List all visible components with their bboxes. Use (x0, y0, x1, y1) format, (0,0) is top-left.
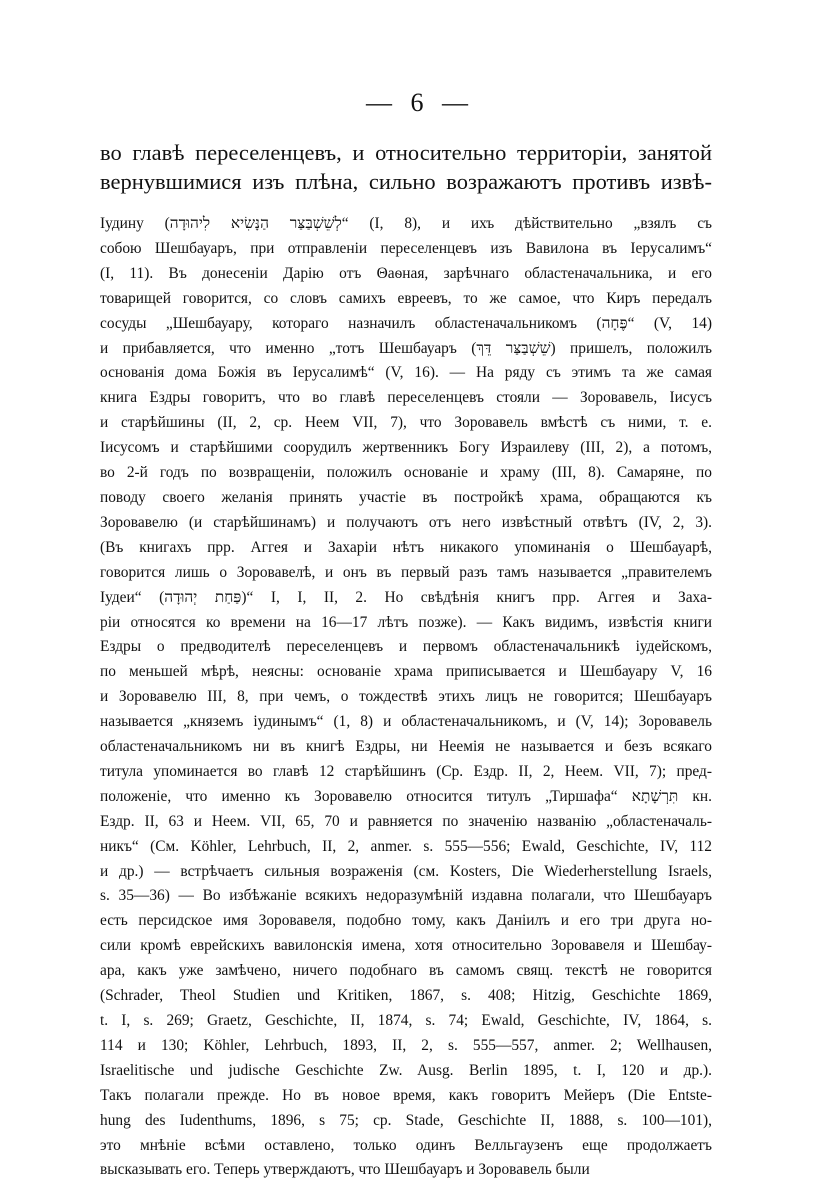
footnote-line: сили кромѣ еврейскихъ вавилонскія имена, хотя относительно Зоровавеля и Шешбау- (100, 937, 712, 955)
footnote-line: hung des Iudenthums, 1896, s 75; ср. Stade, Geschichte II, 1888, s. 100—101), (100, 1111, 712, 1129)
footnote-line: 114 и 130; Köhler, Lehrbuch, 1893, II, 2, s. 555—557, anmer. 2; Wellhausen, (100, 1036, 712, 1054)
footnote-line: и старѣйшины (II, 2, ср. Неем VII, 7), что Зоровавель вмѣстѣ съ ними, т. е. (100, 414, 712, 432)
footnote-line: (I, 11). Въ донесеніи Дарію отъ Θаѳная, зарѣчнаго областеначальника, и его (100, 264, 712, 282)
main-text (100, 138, 712, 196)
footnote-line: и прибавляется, что именно „тотъ Шешбауаръ (שֵׁשְׁבַּצַּר דֵּךְ) пришелъ, положилъ (100, 339, 712, 357)
footnote-line: титула упоминается во главѣ 12 старѣйшинъ (Ср. Ездр. II, 2, Неем. VII, 7); пред- (100, 762, 712, 780)
footnote-line: Israelitische und judische Geschichte Zw. Ausg. Berlin 1895, t. I, 120 и др.). (100, 1061, 712, 1079)
footnote-line: (Schrader, Theol Studien und Kritiken, 1867, s. 408; Hitzig, Geschichte 1869, (100, 987, 712, 1005)
footnote-line: говорится лишь о Зоровавелѣ, и онъ въ первый разъ тамъ называется „правителемъ (100, 563, 712, 581)
footnote-line: и др.) — встрѣчаетъ сильныя возраженія (см. Kosters, Die Wiederherstellung Israels, (100, 862, 712, 880)
footnote (100, 212, 712, 1183)
footnote-line: Іудину (לְשֵׁשְׁבַּצַּר הַנָּשִׂיא לִיהוּדָה“ (I, 8), и ихъ дѣйствительно „взялъ съ (100, 215, 712, 232)
footnote-line: поводу своего желанія принять участіе въ постройкѣ храма, обращаются къ (100, 488, 712, 506)
footnote-line: есть персидское имя Зоровавеля, подобно тому, какъ Даніилъ и его три друга но- (100, 912, 712, 930)
footnote-line: никъ“ (См. Köhler, Lehrbuch, II, 2, anmer. s. 555—556; Ewald, Geschichte, IV, 112 (100, 837, 712, 855)
footnote-line: основанія дома Божія въ Іерусалимѣ“ (V, 16). — На ряду съ этимъ та же самая (100, 364, 712, 382)
footnote-line: областеначальникомъ ни въ книгѣ Ездры, ни Неемія не называется и безъ всякаго (100, 738, 712, 756)
footnote-line: товарищей говорится, со словъ самихъ евреевъ, то же самое, что Киръ передалъ (100, 289, 712, 307)
footnote-line: Ездр. II, 63 и Неем. VII, 65, 70 и равняется по значенію названію „областеначаль- (100, 812, 712, 830)
footnote-line: ріи относятся ко времени на 16—17 лѣтъ позже). — Какъ видимъ, извѣстія книги (100, 613, 712, 631)
footnote-line: это мнѣніе всѣми оставлено, только одинъ Велльгаузенъ еще продолжаетъ (100, 1136, 712, 1154)
footnote-line: положеніе, что именно къ Зоровавелю относится титулъ „Тиршафа“ תִּרְשָׁתָא кн. (100, 787, 712, 805)
footnote-line: и Зоровавелю III, 8, при чемъ, о тождествѣ этихъ лицъ не говорится; Шешбауаръ (100, 688, 712, 706)
footnote-line: называется „княземъ іудинымъ“ (1, 8) и областеначальникомъ, и (V, 14); Зоровавель (100, 713, 712, 731)
footnote-line: Зоровавелю (и старѣйшинамъ) и получаютъ отъ него извѣстный отвѣтъ (IV, 2, 3). (100, 513, 712, 531)
main-text-line: во главѣ переселенцевъ, и относительно территоріи, занятой (100, 140, 712, 165)
footnote-line: Іудеи“ (פַּחַת יְהוּדָה)“ I, I, II, 2. Но свѣдѣнія книгъ прр. Аггея и Заха- (100, 588, 712, 606)
footnote-line: Ездры о предводителѣ переселенцевъ и первомъ областеначальникѣ іудейскомъ, (100, 638, 712, 656)
footnote-line: Іисусомъ и старѣйшими соорудилъ жертвенникъ Богу Израилеву (III, 2), а потомъ, (100, 439, 712, 457)
footnote-line: t. I, s. 269; Graetz, Geschichte, II, 1874, s. 74; Ewald, Geschichte, IV, 1864, s. (100, 1012, 712, 1029)
footnote-line: ара, какъ уже замѣчено, ничего подобнаго въ самомъ свящ. текстѣ не говорится (100, 962, 712, 980)
page-number: — 6 — (366, 88, 474, 117)
footnote-line: Такъ полагали прежде. Но въ новое время, какъ говоритъ Мейеръ (Die Entste- (100, 1086, 712, 1104)
main-text-line: вернувшимися изъ плѣна, сильно возражаютъ противъ извѣ- (100, 169, 712, 194)
footnote-line: книга Ездры говоритъ, что во главѣ переселенцевъ стояли — Зоровавель, Іисусъ (100, 389, 712, 407)
footnote-line: сосуды „Шешбауару, котораго назначилъ областеначальникомъ (פֶּחָה“ (V, 14) (100, 314, 712, 332)
footnote-line: высказывать его. Теперь утверждаютъ, что Шешбауаръ и Зоровавель были (100, 1161, 590, 1179)
footnote-line: (Въ книгахъ прр. Аггея и Захаріи нѣтъ никакого упоминанія о Шешбауарѣ, (100, 538, 712, 556)
footnote-line: во 2-й годъ по возвращеніи, положилъ основаніе и храму (III, 8). Самаряне, по (100, 464, 712, 482)
footnote-line: s. 35—36) — Во избѣжаніе всякихъ недоразумѣній издавна полагали, что Шешбауаръ (100, 887, 712, 905)
footnote-line: по меньшей мѣрѣ, неясны: основаніе храма приписывается и Шешбауару V, 16 (100, 663, 712, 681)
footnote-line: собою Шешбауаръ, при отправленіи переселенцевъ изъ Вавилона въ Іерусалимъ“ (100, 239, 712, 257)
